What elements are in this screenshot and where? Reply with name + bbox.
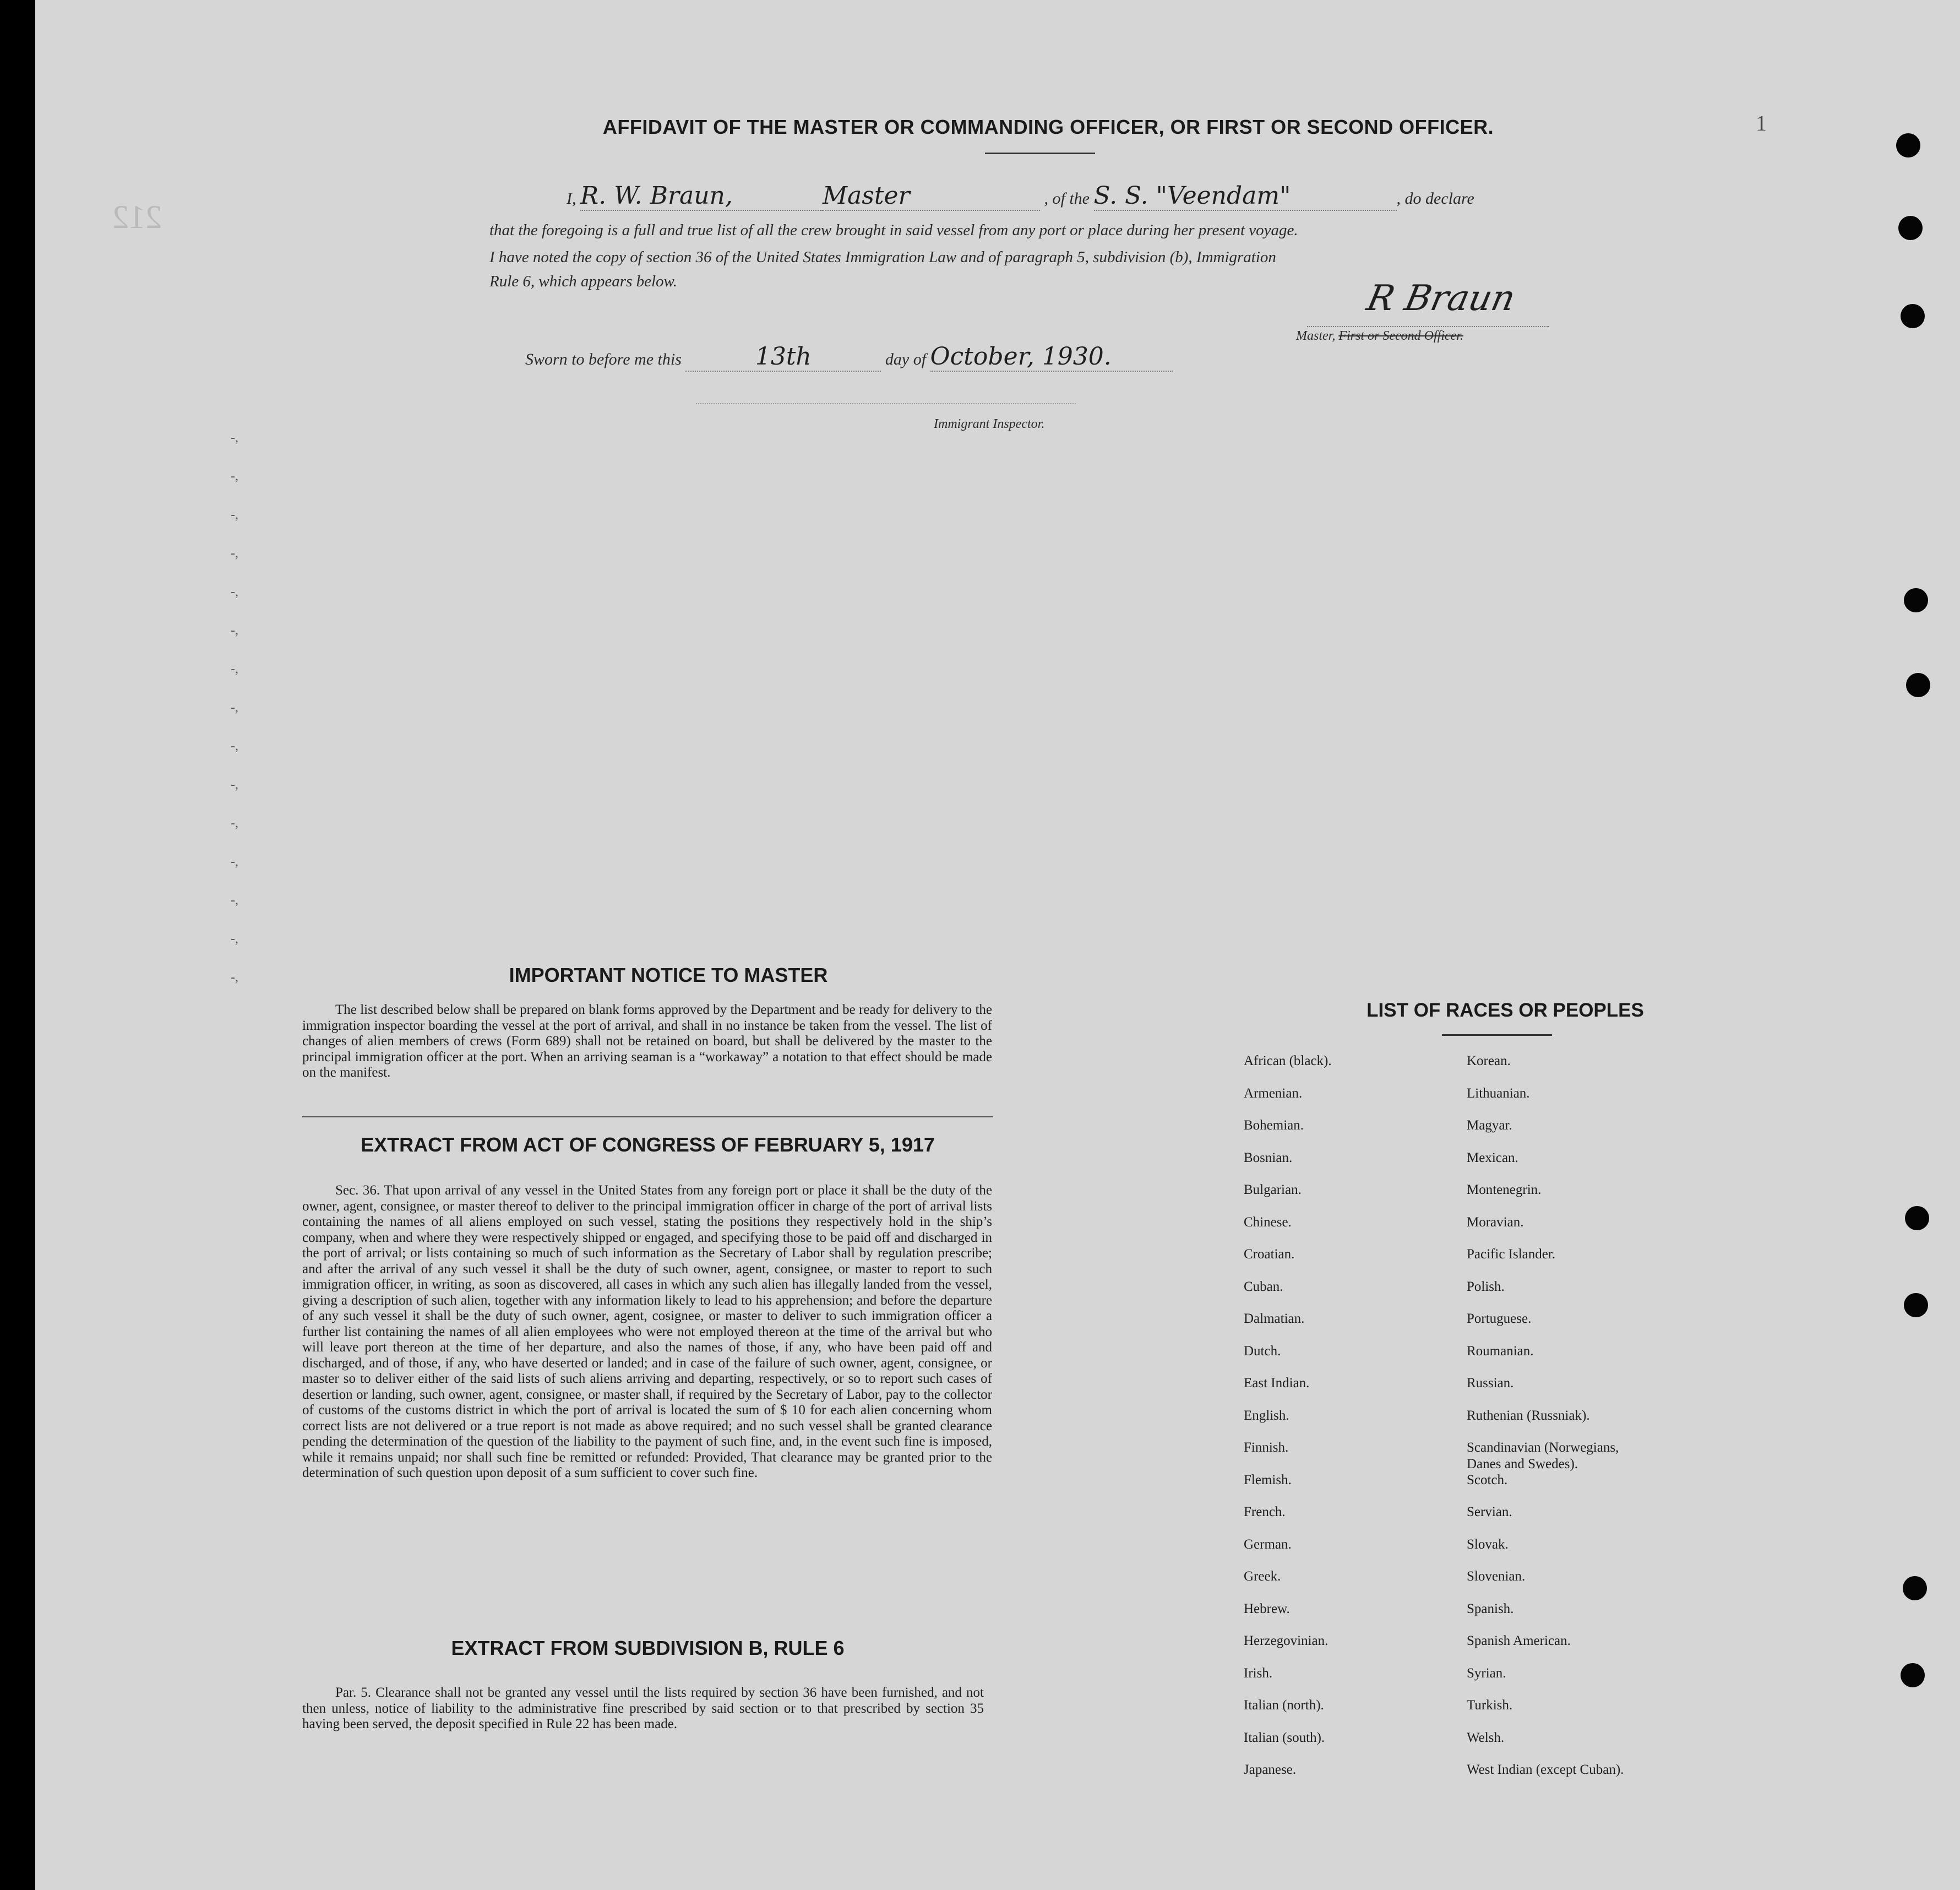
race-item: Irish. — [1244, 1665, 1273, 1681]
inspector-caption: Immigrant Inspector. — [934, 417, 1045, 431]
race-item: Flemish. — [1244, 1472, 1292, 1487]
master-signature: R Braun — [1363, 278, 1519, 319]
races-right-column — [1467, 1053, 1731, 1794]
race-item: West Indian (except Cuban). — [1467, 1762, 1624, 1777]
race-item: Herzegovinian. — [1244, 1633, 1329, 1648]
race-item: Bohemian. — [1244, 1118, 1304, 1133]
sworn-day: 13th — [755, 343, 812, 371]
race-item: Montenegrin. — [1467, 1182, 1542, 1197]
rank: Master — [823, 182, 910, 210]
sworn-date-field — [930, 343, 1173, 372]
race-item: Dalmatian. — [1244, 1311, 1305, 1326]
race-item: Portuguese. — [1467, 1311, 1532, 1326]
notice-title: IMPORTANT NOTICE TO MASTER — [509, 964, 828, 986]
punch-hole — [1896, 133, 1920, 158]
of-the-text: , of the — [1044, 189, 1090, 208]
act-text — [302, 1183, 992, 1481]
race-item: Italian (north). — [1244, 1698, 1324, 1713]
rule-text — [302, 1685, 984, 1732]
inspector-line — [696, 403, 1076, 404]
race-item: Roumanian. — [1467, 1343, 1534, 1359]
race-item: Scandinavian (Norwegians, Danes and Swedes). — [1467, 1440, 1619, 1471]
punch-hole — [1901, 304, 1925, 328]
race-item: Scotch. — [1467, 1472, 1508, 1487]
act-paragraph: Sec. 36. That upon arrival of any vessel in the United States from any foreign port or place it shall be the duty of the owner, agent, consignee, or master thereof to deliver to the principal immigration officer in charge of the port of arrival lists containing the names of all aliens employed on such vessel, stating the positions they respectively hold in the ship’s company, when and where they were respectively shipped or engaged, and specifying those to be paid off and discharged in the port of arrival; or lists containing so much of such information as the Secretary of Labor shall by regulation prescribe; and after the arrival of any such vessel it shall be the duty of such owner, agent, consignee, or master to report to such immigration officer, in writing, as soon as discovered, all cases in which any such alien has illegally landed from the vessel, giving a description of such alien, together with any information likely to lead to his apprehension; and before the departure of any such vessel it shall be the duty of such owner, agent, cosignee, or master to deliver to such immigration officer a further list containing the names of all alien employees who were not employed thereon at the time of the arrival but who will leave port thereon at the time of her departure, and also the names of those, if any, who have been paid off and discharged, and of those, if any, who have deserted or landed; and in case of the failure of such owner, agent, consignee, or master so to deliver either of the said lists of such aliens arriving and departing, respectively, or so to report such cases of desertion or landing, such owner, agent, consignee, or master shall, if required by the Secretary of Labor, pay to the collector of customs of the customs district in which the port of arrival is located the sum of $ 10 for each alien concerning whom correct lists are not delivered or a true report is not made as above required; and no such vessel shall be granted clearance pending the determination of the question of the liability to the payment of such fine, and, in the event such fine is imposed, while it remains unpaid; nor shall such fine be remitted or refunded: Provided, That clearance may be granted prior to the determination of such question upon deposit of a sum sufficient to cover such fine. — [302, 1183, 992, 1480]
rank-field — [823, 182, 1040, 211]
day-of-text: day of — [885, 350, 927, 368]
race-item: Bosnian. — [1244, 1150, 1293, 1165]
caption-struck: First or Second Officer. — [1338, 329, 1463, 343]
rule-paragraph: Par. 5. Clearance shall not be granted any vessel until the lists required by section 36 have been furnished, and not then unless, notice of liability to the administrative fine prescribed by said section or to that prescribed by section 35 having been served, the deposit specified in Rule 22 has been made. — [302, 1685, 984, 1731]
affidavit-title: AFFIDAVIT OF THE MASTER OR COMMANDING OFFICER, OR FIRST OR SECOND OFFICER. — [602, 116, 1494, 138]
race-item: English. — [1244, 1408, 1289, 1423]
race-item: Slovenian. — [1467, 1569, 1526, 1584]
rule-title: EXTRACT FROM SUBDIVISION B, RULE 6 — [451, 1637, 845, 1659]
master-name-field — [580, 182, 823, 211]
race-item: Dutch. — [1244, 1343, 1281, 1359]
race-item: Polish. — [1467, 1279, 1505, 1294]
affidavit-line-3: I have noted the copy of section 36 of the United States Immigration Law and of paragraph 5, subdivision (b), Immigration — [489, 248, 1276, 266]
race-item: Mexican. — [1467, 1150, 1518, 1165]
race-item: Greek. — [1244, 1569, 1281, 1584]
race-item: Russian. — [1467, 1376, 1514, 1391]
title-rule — [985, 153, 1095, 154]
race-item: Servian. — [1467, 1505, 1512, 1519]
notice-paragraph: The list described below shall be prepared on blank forms approved by the Department and be ready for delivery to the immigration inspector boarding the vessel at the port of arrival, and shall in no instance be taken from the vessel. The list of changes of alien members of crews (Form 689) shall not be retained on board, but shall be delivered by the master to the principal immigration officer at the port. When an arriving seaman is a “workaway” a notation to that effect should be made on the manifest. — [302, 1002, 992, 1080]
affidavit-line-2: that the foregoing is a full and true list of all the crew brought in said vessel from any port or place during her present voyage. — [489, 221, 1298, 239]
race-item: Armenian. — [1244, 1085, 1303, 1101]
race-item: Chinese. — [1244, 1214, 1292, 1230]
race-item: Croatian. — [1244, 1247, 1295, 1262]
race-item: East Indian. — [1244, 1376, 1310, 1391]
sworn-day-field — [685, 343, 881, 372]
race-item: Japanese. — [1244, 1762, 1297, 1777]
punch-hole — [1905, 1206, 1929, 1230]
affidavit-line-1 — [567, 182, 1474, 211]
notice-text — [302, 1002, 992, 1081]
race-item: Cuban. — [1244, 1279, 1283, 1294]
notice-rule — [302, 1116, 993, 1117]
races-rule — [1442, 1034, 1552, 1036]
affidavit-line-4: Rule 6, which appears below. — [489, 273, 677, 290]
race-item: Italian (south). — [1244, 1730, 1325, 1745]
declare-text: , do declare — [1396, 189, 1474, 208]
race-item: Spanish American. — [1467, 1633, 1571, 1648]
caption-master: Master, — [1296, 329, 1336, 343]
punch-hole — [1903, 1576, 1927, 1600]
race-item: Syrian. — [1467, 1665, 1506, 1681]
page-number: 1 — [1756, 111, 1767, 135]
sworn-prefix: Sworn to before me this — [525, 350, 682, 368]
race-item: Spanish. — [1467, 1601, 1514, 1616]
races-title: LIST OF RACES OR PEOPLES — [1366, 1000, 1644, 1021]
race-item: Ruthenian (Russniak). — [1467, 1408, 1590, 1423]
race-item: Welsh. — [1467, 1730, 1505, 1745]
signature-line — [1307, 326, 1549, 327]
vessel-field — [1094, 182, 1397, 211]
sworn-month-year: October, 1930. — [930, 343, 1112, 371]
margin-tick-marks: -, -, -, -, -, -, -, -, -, -, -, -, -, -, -, — [231, 431, 238, 985]
races-left-column — [1244, 1053, 1464, 1794]
race-item: African (black). — [1244, 1053, 1332, 1068]
act-title: EXTRACT FROM ACT OF CONGRESS OF FEBRUARY 5, 1917 — [361, 1133, 935, 1156]
race-item: Bulgarian. — [1244, 1182, 1302, 1197]
race-item: French. — [1244, 1505, 1286, 1519]
race-item: German. — [1244, 1536, 1292, 1552]
punch-hole — [1904, 588, 1928, 612]
sworn-line — [525, 343, 1173, 372]
race-item: Slovak. — [1467, 1536, 1509, 1552]
race-item: Lithuanian. — [1467, 1085, 1530, 1101]
master-name: R. W. Braun, — [580, 182, 733, 210]
bleed-through-number: 212 — [112, 199, 162, 235]
race-item: Moravian. — [1467, 1214, 1524, 1230]
punch-hole — [1904, 1293, 1928, 1317]
race-item: Turkish. — [1467, 1698, 1513, 1713]
affidavit-prefix: I, — [567, 189, 576, 208]
race-item: Finnish. — [1244, 1440, 1289, 1455]
punch-hole — [1906, 673, 1930, 697]
punch-hole — [1901, 1663, 1925, 1687]
race-item: Korean. — [1467, 1053, 1511, 1068]
signature-caption — [1296, 329, 1463, 344]
document-page — [35, 0, 1960, 1890]
vessel-name: S. S. "Veendam" — [1093, 182, 1291, 210]
race-item: Pacific Islander. — [1467, 1247, 1556, 1262]
race-item: Magyar. — [1467, 1118, 1512, 1133]
punch-hole — [1898, 216, 1923, 240]
race-item: Hebrew. — [1244, 1601, 1290, 1616]
